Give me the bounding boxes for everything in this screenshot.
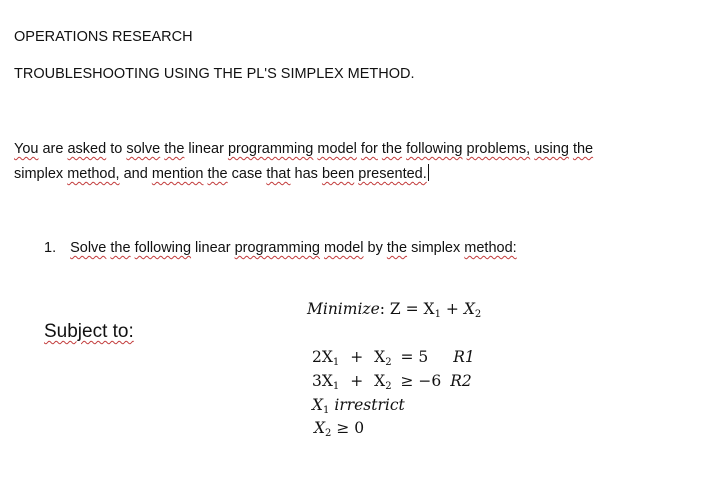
spell-word: You bbox=[14, 141, 39, 157]
spell-word: the bbox=[386, 240, 408, 256]
spell-word: the bbox=[110, 240, 131, 256]
spell-word: method: bbox=[464, 240, 517, 256]
spell-word: the bbox=[207, 166, 228, 182]
spell-word: the bbox=[164, 141, 185, 157]
spell-word: following bbox=[134, 240, 192, 256]
spell-word: following bbox=[406, 141, 463, 157]
spell-word: solve bbox=[126, 141, 161, 157]
spell-word: mention bbox=[151, 166, 204, 182]
constraint-x2-nonneg: $X_2 \ge 0$ bbox=[314, 419, 365, 439]
spell-word: problems, bbox=[466, 141, 531, 157]
course-title: OPERATIONS RESEARCH bbox=[14, 29, 193, 45]
spell-word: model bbox=[317, 141, 357, 157]
spell-word: asked bbox=[67, 141, 107, 157]
spell-word: been bbox=[321, 166, 355, 182]
subject-to-label: Subject to: bbox=[44, 321, 134, 342]
constraint-r1: $2X_1 + X_2 = 5$ R1 bbox=[312, 348, 475, 368]
spell-word: the bbox=[381, 141, 403, 157]
spell-word: Solve bbox=[70, 240, 107, 256]
list-number: 1. bbox=[44, 240, 57, 256]
spell-word: programming bbox=[234, 240, 320, 256]
spell-word: model bbox=[324, 240, 364, 256]
text-cursor bbox=[428, 164, 429, 181]
spell-word: using bbox=[534, 141, 569, 157]
intro-line-2: simplex method, and mention the case that has been presented. bbox=[14, 166, 427, 182]
spell-word: the bbox=[572, 141, 594, 157]
spell-word: programming bbox=[227, 141, 314, 157]
intro-line-1: You are asked to solve the linear programming model for the following problems, using the bbox=[14, 141, 594, 157]
spell-word: method, bbox=[67, 166, 120, 182]
topic-title: TROUBLESHOOTING USING THE PL'S SIMPLEX METHOD. bbox=[14, 66, 415, 82]
spell-word: for bbox=[360, 141, 378, 157]
constraint-r2: $3X_1 + X_2 \ge -6$ R2 bbox=[312, 372, 472, 392]
spell-word: presented. bbox=[358, 166, 427, 182]
objective-function: Minimize: $Z = X_1 + X_2$ bbox=[307, 300, 482, 320]
question-1: 1. Solve the following linear programming model by the simplex method: bbox=[44, 240, 517, 256]
spell-word: that bbox=[266, 166, 291, 182]
constraint-x1-irrestrict: $X_1$ irrestrict bbox=[312, 396, 405, 416]
